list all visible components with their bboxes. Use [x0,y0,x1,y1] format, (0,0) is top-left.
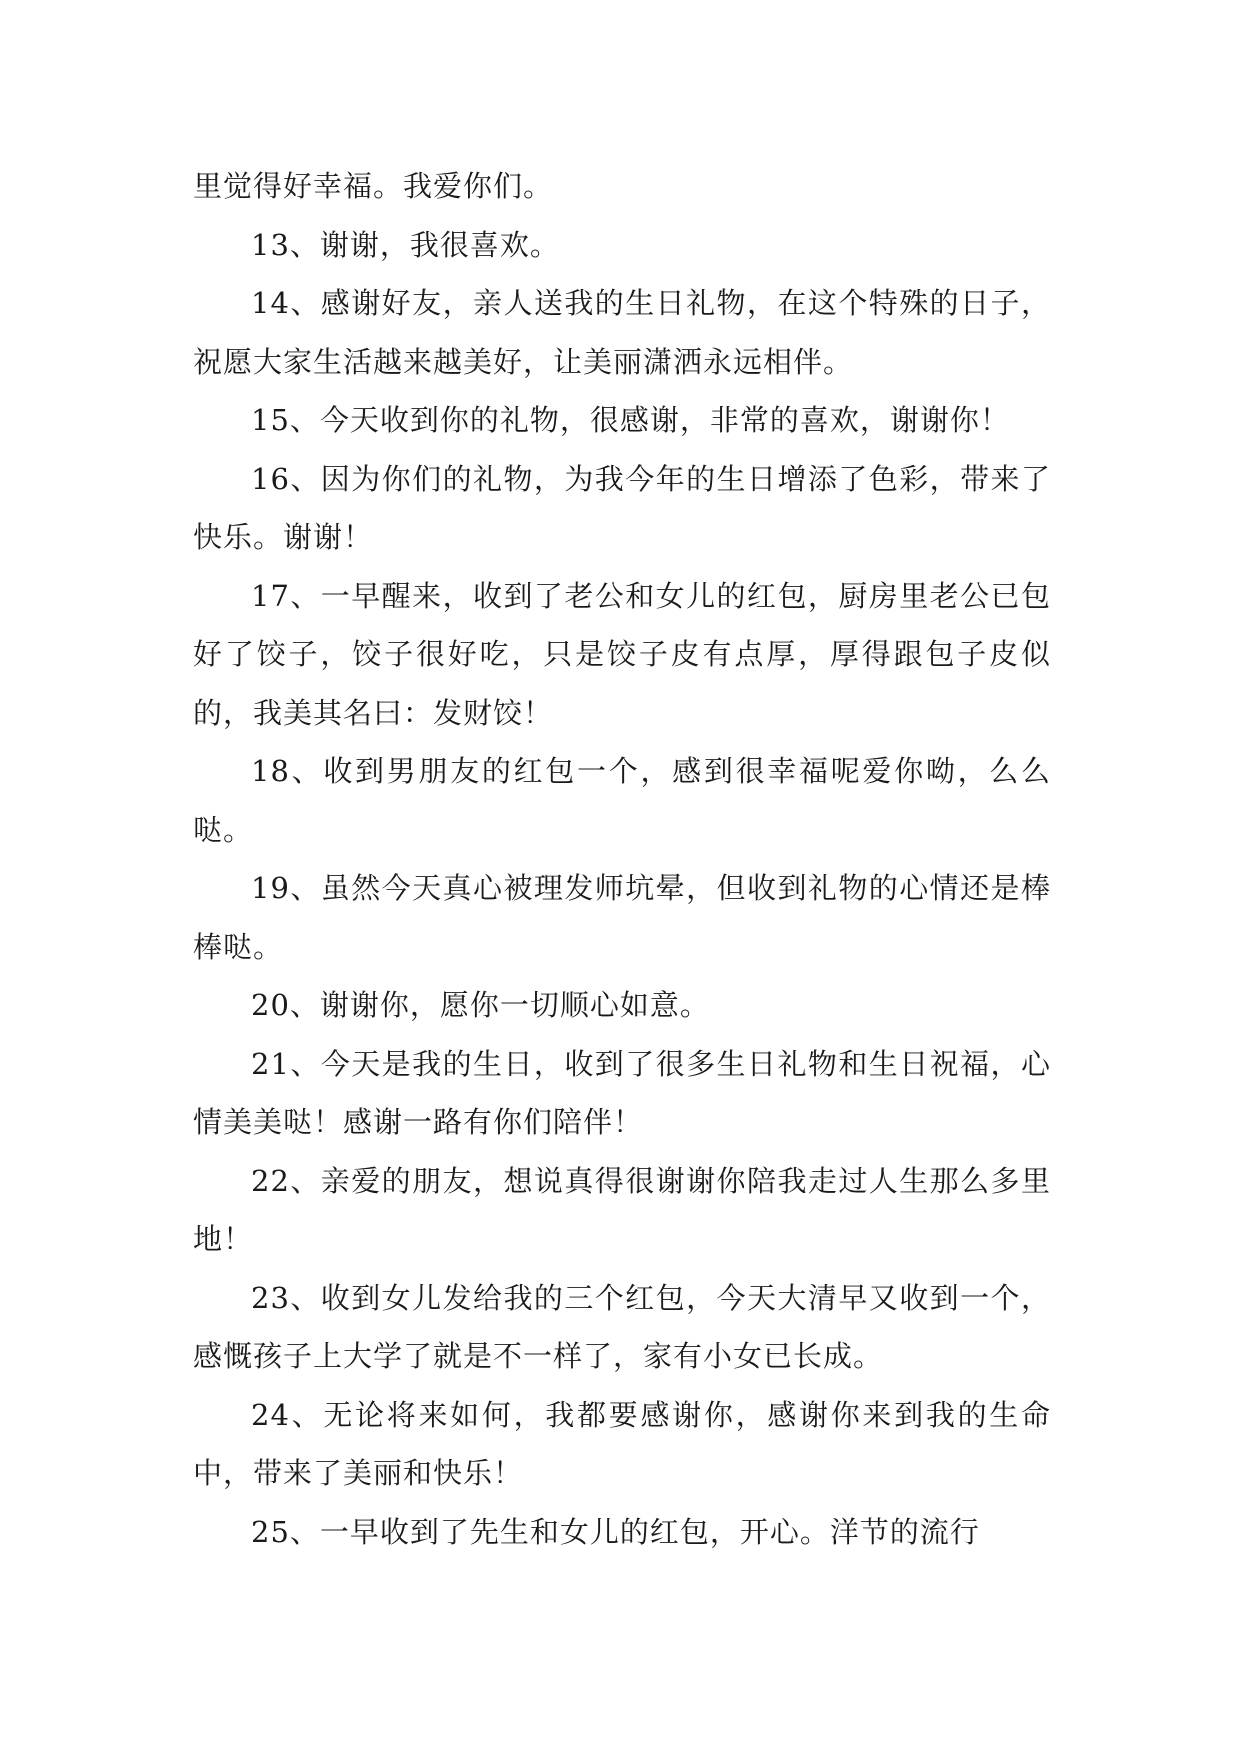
paragraph: 14、感谢好友，亲人送我的生日礼物，在这个特殊的日子，祝愿大家生活越来越美好，让美丽潇洒永远相伴。 [193,286,1051,379]
paragraph: 里觉得好幸福。我爱你们。 [193,169,554,203]
document-body [193,157,1051,1561]
paragraph: 24、无论将来如何，我都要感谢你，感谢你来到我的生命中，带来了美丽和快乐！ [193,1397,1051,1490]
paragraph: 16、因为你们的礼物，为我今年的生日增添了色彩，带来了快乐。谢谢！ [193,461,1051,554]
paragraph: 13、谢谢，我很喜欢。 [251,227,560,262]
paragraph: 17、一早醒来，收到了老公和女儿的红包，厨房里老公已包好了饺子，饺子很好吃，只是饺子皮有点厚，厚得跟包子皮似的，我美其名曰：发财饺！ [193,578,1051,730]
paragraph: 23、收到女儿发给我的三个红包，今天大清早又收到一个，感慨孩子上大学了就是不一样了，家有小女已长成。 [193,1280,1051,1373]
paragraph: 20、谢谢你，愿你一切顺心如意。 [251,988,710,1022]
paragraph: 15、今天收到你的礼物，很感谢，非常的喜欢，谢谢你！ [251,403,1010,437]
paragraph: 19、虽然今天真心被理发师坑晕，但收到礼物的心情还是棒棒哒。 [193,871,1051,964]
paragraph: 25、一早收到了先生和女儿的红包，开心。洋节的流行 [251,1514,980,1549]
paragraph: 21、今天是我的生日，收到了很多生日礼物和生日祝福，心情美美哒！感谢一路有你们陪伴！ [193,1046,1051,1139]
paragraph: 22、亲爱的朋友，想说真得很谢谢你陪我走过人生那么多里地！ [193,1163,1051,1256]
paragraph: 18、收到男朋友的红包一个，感到很幸福呢爱你呦，么么哒。 [193,754,1051,847]
